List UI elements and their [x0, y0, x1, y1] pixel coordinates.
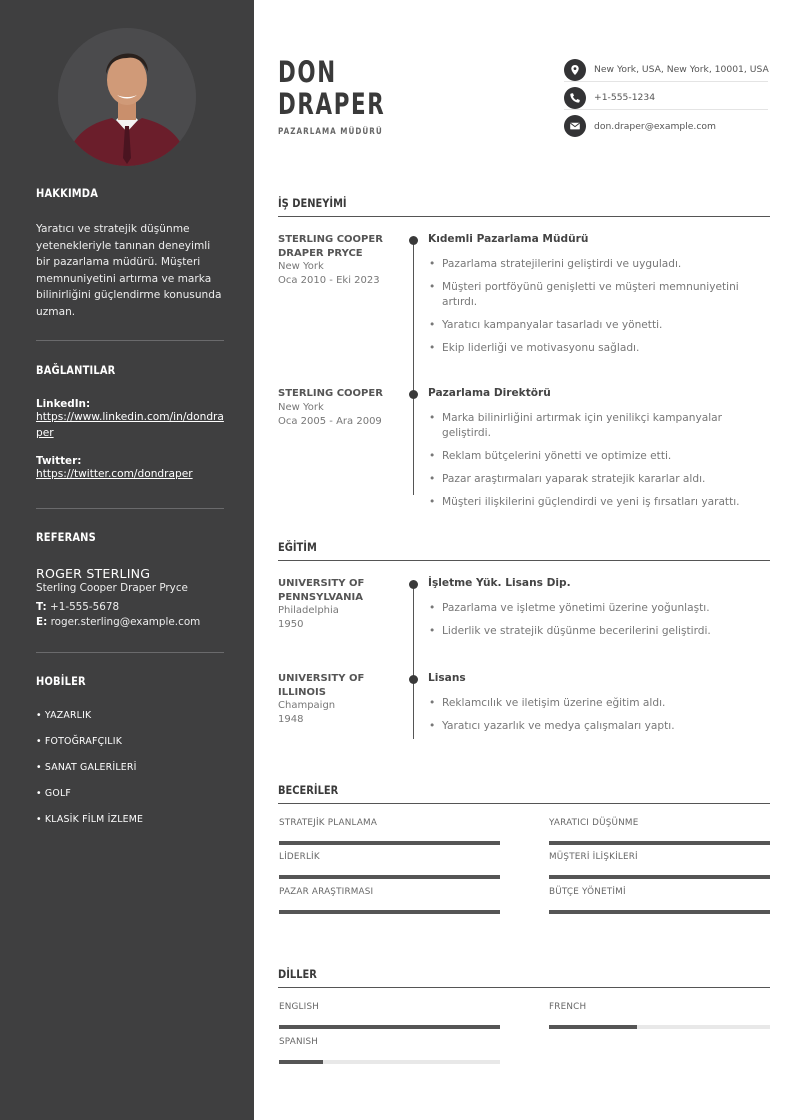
skill-bar-track — [279, 875, 500, 879]
list-item: • Liderlik ve stratejik düşünme becerilerini geliştirdi. — [428, 624, 770, 639]
skill-bar-fill — [279, 875, 500, 879]
education-details — [428, 696, 770, 742]
degree-title: İşletme Yük. Lisans Dip. — [428, 577, 571, 589]
skill-bar-fill — [549, 910, 770, 914]
graduation-year: 1950 — [278, 619, 304, 630]
skill-name: LİDERLİK — [279, 852, 320, 862]
reference-phone — [36, 600, 224, 616]
education-org — [278, 577, 400, 632]
reference-company: Sterling Cooper Draper Pryce — [36, 582, 188, 594]
twitter-link[interactable]: https://twitter.com/dondraper — [36, 468, 193, 480]
skill-bar-fill — [279, 910, 500, 914]
divider — [36, 508, 224, 509]
job-title: PAZARLAMA MÜDÜRÜ — [278, 127, 383, 137]
last-name: DRAPER — [278, 87, 386, 121]
language-name: ENGLISH — [279, 1002, 320, 1012]
graduation-year: 1948 — [278, 714, 304, 725]
list-item: • Yaratıcı yazarlık ve medya çalışmaları yaptı. — [428, 719, 770, 734]
language-bar-track — [549, 1025, 770, 1029]
company-city: New York — [278, 261, 324, 272]
skill-item — [549, 818, 770, 828]
skill-bar-track — [549, 875, 770, 879]
phone-prefix: T: — [36, 600, 47, 613]
language-bar-fill — [549, 1025, 637, 1029]
skill-name: BÜTÇE YÖNETİMİ — [549, 887, 626, 897]
work-dates: Oca 2010 - Eki 2023 — [278, 275, 380, 286]
reference-phone-value: +1-555-5678 — [50, 600, 120, 613]
twitter-label: Twitter: — [36, 455, 82, 467]
hobbies-heading: HOBİLER — [36, 674, 86, 688]
skill-item — [279, 818, 500, 828]
linkedin-label: LinkedIn: — [36, 398, 91, 410]
school-city: Philadelphia — [278, 605, 339, 616]
education-org — [278, 672, 400, 727]
timeline-dot — [409, 236, 418, 245]
contact-address — [564, 58, 768, 82]
profile-photo — [58, 28, 196, 166]
school-city: Champaign — [278, 700, 336, 711]
timeline-dot — [409, 580, 418, 589]
sidebar — [0, 0, 254, 1120]
first-name: DON — [278, 55, 337, 89]
list-item: • Müşteri portföyünü genişletti ve müşteri memnuniyetini artırdı. — [428, 280, 770, 311]
list-item: • Pazarlama stratejilerini geliştirdi ve uyguladı. — [428, 257, 770, 272]
list-item: • Reklam bütçelerini yönetti ve optimize etti. — [428, 449, 770, 464]
divider — [36, 340, 224, 341]
skill-name: STRATEJİK PLANLAMA — [279, 818, 378, 828]
language-bar-track — [279, 1025, 500, 1029]
list-item: • Yaratıcı kampanyalar tasarladı ve yönetti. — [428, 318, 770, 333]
work-dates: Oca 2005 - Ara 2009 — [278, 415, 382, 427]
skill-bar-fill — [279, 841, 500, 845]
list-item: • Marka bilinirliğini artırmak için yenilikçi kampanyalar geliştirdi. — [428, 411, 770, 442]
reference-heading: REFERANS — [36, 530, 96, 544]
reference-section — [36, 530, 224, 631]
experience-org — [278, 233, 400, 288]
role-title: Pazarlama Direktörü — [428, 387, 551, 399]
timeline-dot — [409, 390, 418, 399]
timeline-line — [413, 584, 414, 739]
skill-bar-track — [279, 841, 500, 845]
company-city: New York — [278, 401, 324, 413]
location-pin-icon — [564, 59, 586, 81]
timeline-dot — [409, 675, 418, 684]
phone-text: +1-555-1234 — [594, 92, 656, 103]
envelope-icon — [564, 115, 586, 137]
links-section — [36, 363, 224, 483]
language-name: SPANISH — [279, 1037, 319, 1047]
email-text: don.draper@example.com — [594, 120, 716, 132]
linkedin-link[interactable]: https://www.linkedin.com/in/dondraper — [36, 411, 224, 439]
language-item — [279, 1037, 500, 1047]
company-name: STERLING COOPER — [278, 388, 383, 399]
language-bar-fill — [279, 1060, 323, 1064]
list-item: • Reklamcılık ve iletişim üzerine eğitim aldı. — [428, 696, 770, 711]
hobby-item: • KLASİK FİLM İZLEME — [36, 814, 144, 825]
reference-name: ROGER STERLING — [36, 566, 151, 581]
about-text: Yaratıcı ve stratejik düşünme yetenekleriyle tanınan deneyimli bir pazarlama müdürü. Müşteri memnuniyetini artırma ve marka bilinirliğini güçlendirme konusunda uzman. — [36, 223, 222, 318]
skill-bar-track — [549, 910, 770, 914]
section-rule — [278, 803, 770, 804]
skill-name: YARATICI DÜŞÜNME — [549, 818, 639, 828]
address-text: New York, USA, New York, 10001, USA — [594, 64, 769, 75]
responsibility-list — [428, 411, 770, 517]
skill-item — [549, 887, 770, 897]
skill-name: PAZAR ARAŞTIRMASI — [279, 887, 374, 897]
role-title: Kıdemli Pazarlama Müdürü — [428, 233, 589, 245]
full-name — [278, 56, 385, 120]
section-rule — [278, 216, 770, 217]
language-bar-fill — [279, 1025, 500, 1029]
hobby-item: • YAZARLIK — [36, 710, 92, 721]
skill-item — [279, 852, 500, 862]
skill-bar-fill — [549, 875, 770, 879]
degree-title: Lisans — [428, 672, 466, 684]
skill-item — [549, 852, 770, 862]
skill-bar-fill — [549, 841, 770, 845]
languages-heading: DİLLER — [278, 967, 317, 981]
about-heading: HAKKIMDA — [36, 186, 99, 200]
skill-bar-track — [279, 910, 500, 914]
hobby-item: • FOTOĞRAFÇILIK — [36, 736, 123, 747]
email-prefix: E: — [36, 616, 48, 628]
skill-name: MÜŞTERİ İLİŞKİLERİ — [549, 852, 638, 862]
reference-email-value: roger.sterling@example.com — [50, 616, 201, 628]
skill-item — [279, 887, 500, 897]
section-rule — [278, 560, 770, 561]
timeline-line — [413, 240, 414, 495]
hobby-item: • GOLF — [36, 788, 71, 799]
phone-icon — [564, 87, 586, 109]
education-details — [428, 601, 770, 647]
list-item: • Ekip liderliği ve motivasyonu sağladı. — [428, 341, 770, 356]
contact-email — [564, 114, 768, 138]
responsibility-list — [428, 257, 770, 363]
reference-email — [36, 615, 224, 631]
skills-heading: BECERİLER — [278, 783, 339, 797]
contact-phone — [564, 86, 768, 110]
hobbies-section — [36, 674, 224, 840]
list-item: • Pazar araştırmaları yaparak stratejik kararlar aldı. — [428, 472, 770, 487]
experience-heading: İŞ DENEYİMİ — [278, 196, 347, 210]
language-item — [279, 1002, 500, 1012]
company-name: STERLING COOPER DRAPER PRYCE — [278, 234, 383, 259]
education-heading: EĞİTİM — [278, 540, 317, 554]
language-item — [549, 1002, 770, 1012]
skill-bar-track — [549, 841, 770, 845]
links-heading: BAĞLANTILAR — [36, 363, 116, 377]
divider — [36, 652, 224, 653]
list-item: • Müşteri ilişkilerini güçlendirdi ve yeni iş fırsatları yarattı. — [428, 495, 770, 510]
language-name: FRENCH — [549, 1002, 587, 1012]
about-section — [36, 186, 224, 321]
list-item: • Pazarlama ve işletme yönetimi üzerine yoğunlaştı. — [428, 601, 770, 616]
experience-org — [278, 387, 400, 429]
section-rule — [278, 987, 770, 988]
hobby-item: • SANAT GALERİLERİ — [36, 762, 137, 773]
avatar — [58, 28, 196, 166]
school-name: UNIVERSITY OF ILLINOIS — [278, 673, 365, 698]
school-name: UNIVERSITY OF PENNSYLVANIA — [278, 578, 365, 603]
language-bar-track — [279, 1060, 500, 1064]
